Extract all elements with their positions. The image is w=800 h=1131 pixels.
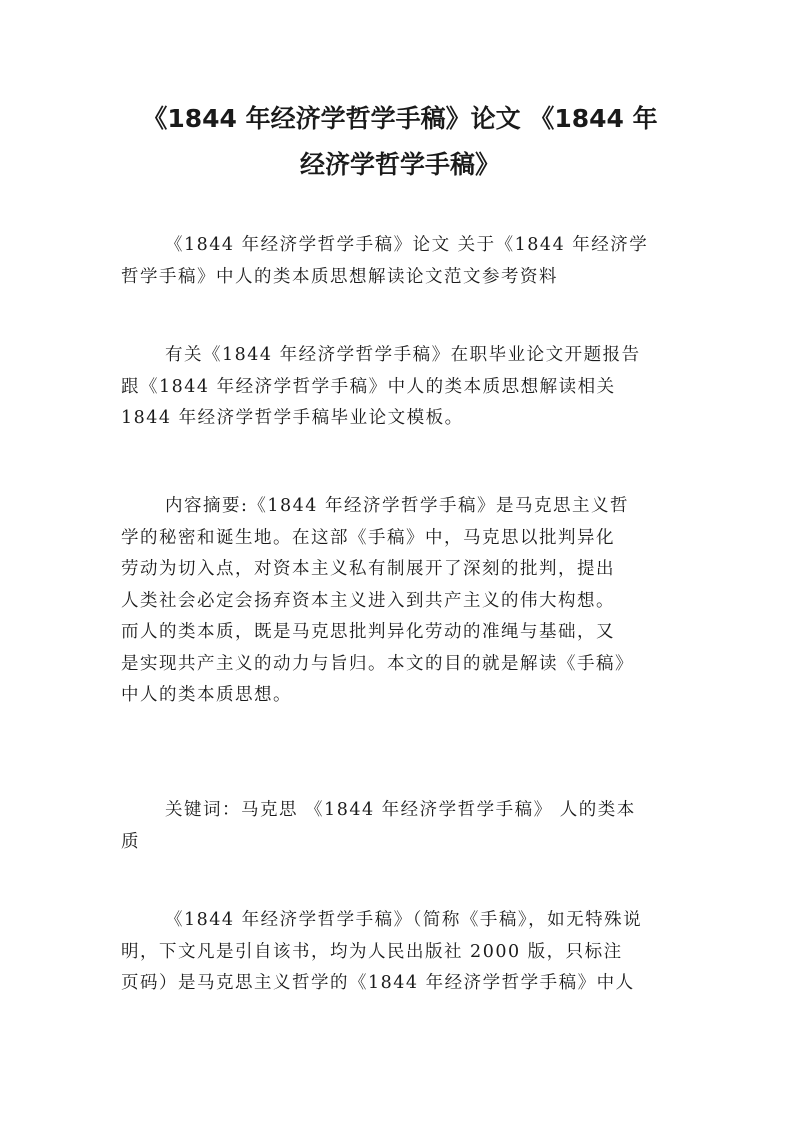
paragraph-line: 跟《1844 年经济学哲学手稿》中人的类本质思想解读相关 [121,376,616,397]
paragraph-line: 《1844 年经济学哲学手稿》（简称《手稿》，如无特殊说 [165,910,643,930]
document-title [100,96,700,188]
paragraph-line: 学的秘密和诞生地。在这部《手稿》中，马克思以批判异化 [121,527,615,548]
paragraph-related [121,340,681,435]
paragraph-line: 《1844 年经济学哲学手稿》论文 关于《1844 年经济学 [165,235,649,255]
paragraph-line: 关键词：马克思 《1844 年经济学哲学手稿》 人的类本 [165,800,636,820]
paragraph-line: 是实现共产主义的动力与旨归。本文的目的就是解读《手稿》 [121,653,634,674]
paragraph-body [121,905,681,1000]
title-line: 经济学哲学手稿》 [299,150,500,179]
paragraph-line: 内容摘要:《1844 年经济学哲学手稿》是马克思主义哲 [165,496,629,516]
paragraph-keywords [121,795,681,858]
paragraph-line: 而人的类本质，既是马克思批判异化劳动的准绳与基础，又 [121,622,615,642]
paragraph-line: 页码）是马克思主义哲学的《1844 年经济学哲学手稿》中人 [121,973,635,993]
paragraph-line: 质 [121,831,140,852]
paragraph-line: 哲学手稿》中人的类本质思想解读论文范文参考资料 [121,266,558,287]
title-line: 《1844 年经济学哲学手稿》论文 《1844 年 [142,104,658,133]
paragraph-line: 人类社会必定会扬弃资本主义进入到共产主义的伟大构想。 [121,590,615,611]
paragraph-line: 劳动为切入点，对资本主义私有制展开了深刻的批判，提出 [121,559,615,579]
paragraph-abstract [121,491,681,712]
paragraph-line: 1844 年经济学哲学手稿毕业论文模板。 [121,408,464,428]
paragraph-line: 中人的类本质思想。 [121,685,292,705]
paragraph-line: 有关《1844 年经济学哲学手稿》在职毕业论文开题报告 [165,345,641,365]
paragraph-line: 明，下文凡是引自该书，均为人民出版社 2000 版，只标注 [121,941,623,962]
paragraph-intro [121,230,681,293]
